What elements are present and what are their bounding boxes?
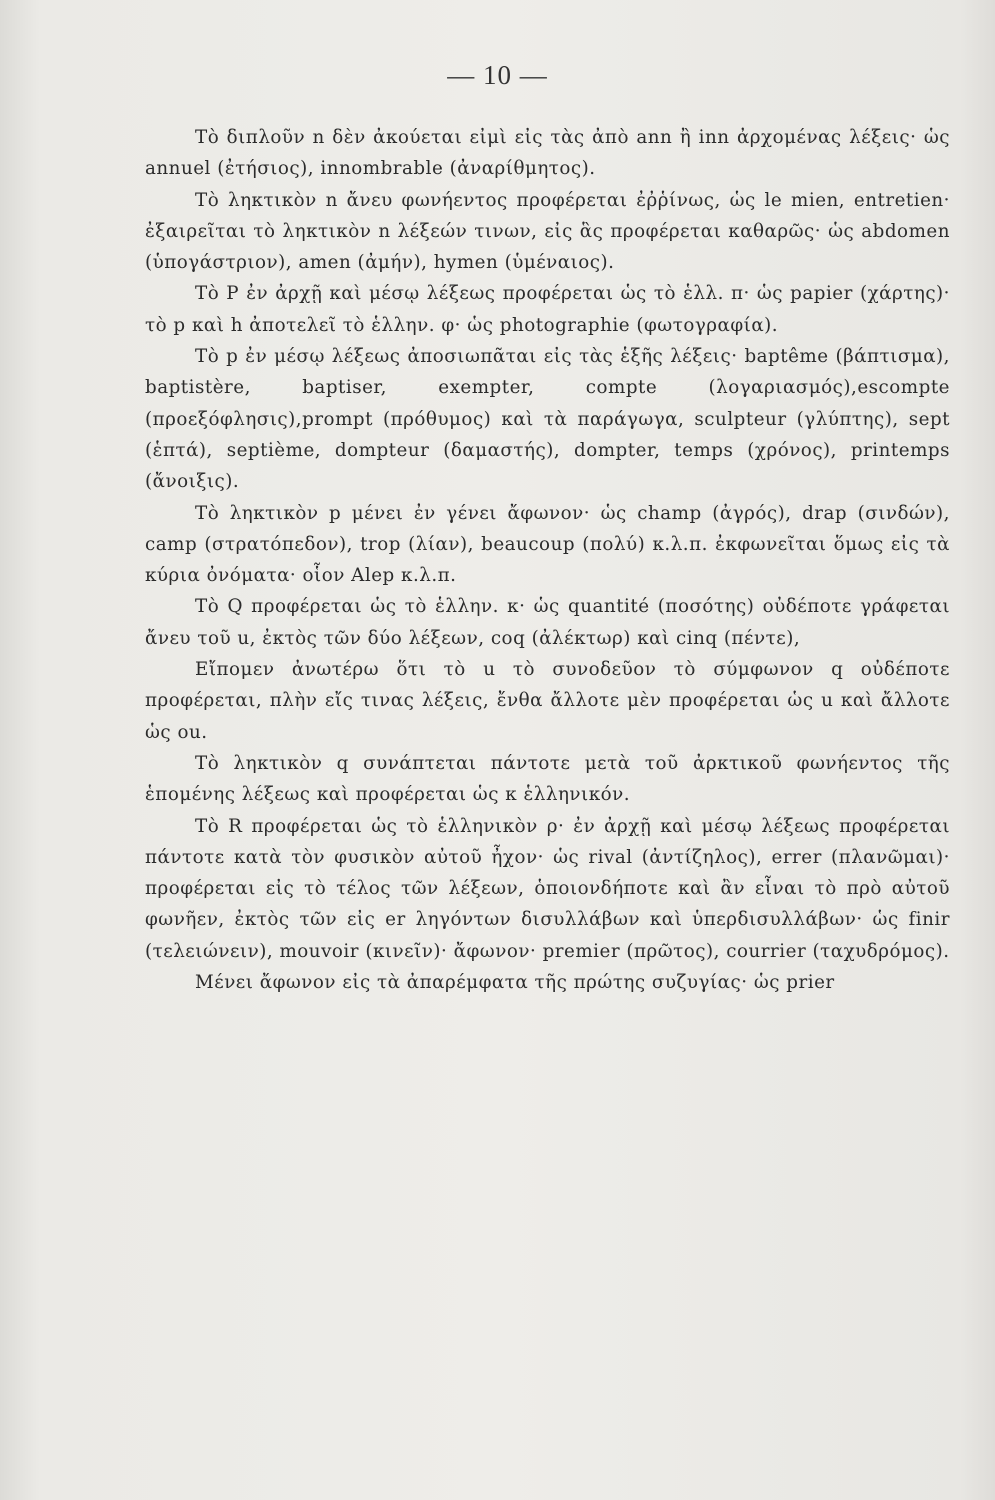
paragraph: Τὸ p ἐν μέσῳ λέξεως ἀποσιωπᾶται εἰς τὰς ἑξῆς λέξεις· baptême (βάπτισμα), baptistère, baptiser, exempter, compte (λογαριασμός),escompte (προεξόφλησις),prompt (πρόθυμος) καὶ τὰ παράγωγα, sculpteur (γλύπτης), sept (ἑπτά), septième, dompteur (δαμαστής), dompter, temps (χρόνος), printemps (ἄνοιξις).: [145, 346, 950, 493]
paragraph: Τὸ διπλοῦν n δὲν ἀκούεται εἰμὶ εἰς τὰς ἀπὸ ann ἢ inn ἀρχομένας λέξεις· ὡς annuel (ἐτήσιος), innombrable (ἀναρίθμητος).: [145, 127, 950, 180]
paragraph: Τὸ ληκτικὸν n ἄνευ φωνήεντος προφέρεται ἐῤῥίνως, ὡς le mien, entretien· ἐξαιρεῖται τὸ ληκτικὸν n λέξεών τινων, εἰς ἃς προφέρεται καθαρῶς· ὡς abdomen (ὑπογάστριον), amen (ἀμήν), hymen (ὑμέναιος).: [145, 189, 950, 274]
paragraph: Τὸ ληκτικὸν p μένει ἐν γένει ἄφωνον· ὡς champ (ἀγρός), drap (σινδών), camp (στρατόπεδον), trop (λίαν), beaucoup (πολύ) κ.λ.π. ἐκφωνεῖται ὅμως εἰς τὰ κύρια ὀνόματα· οἷον Alep κ.λ.π.: [145, 502, 950, 587]
paragraph: Τὸ P ἐν ἀρχῇ καὶ μέσῳ λέξεως προφέρεται ὡς τὸ ἑλλ. π· ὡς papier (χάρτης)· τὸ p καὶ h ἀποτελεῖ τὸ ἑλλην. φ· ὡς photographie (φωτογραφία).: [145, 283, 950, 336]
body-text: [145, 122, 950, 998]
paragraph: Τὸ ληκτικὸν q συνάπτεται πάντοτε μετὰ τοῦ ἀρκτικοῦ φωνήεντος τῆς ἑπομένης λέξεως καὶ προφέρεται ὡς κ ἑλληνικόν.: [145, 752, 950, 806]
paragraph: Τὸ R προφέρεται ὡς τὸ ἑλληνικὸν ρ· ἐν ἀρχῇ καὶ μέσῳ λέξεως προφέρεται πάντοτε κατὰ τὸν φυσικὸν αὐτοῦ ἦχον· ὡς rival (ἀντίζηλος), errer (πλανῶμαι)· προφέρεται εἰς τὸ τέλος τῶν λέξεων, ὁποιονδήποτε καὶ ἂν εἶναι τὸ πρὸ αὐτοῦ φωνῆεν, ἐκτὸς τῶν εἰς er ληγόντων δισυλλάβων καὶ ὑπερδισυλλάβων· ὡς finir (τελειώνειν), mouvoir (κινεῖν)· ἄφωνον· premier (πρῶτος), courrier (ταχυδρόμος).: [145, 815, 950, 962]
page-number: — 10 —: [447, 60, 548, 90]
paragraph: Μένει ἄφωνον εἰς τὰ ἀπαρέμφατα τῆς πρώτης συζυγίας· ὡς prier: [195, 972, 835, 994]
paragraph: Τὸ Q προφέρεται ὡς τὸ ἑλλην. κ· ὡς quantité (ποσότης) οὐδέποτε γράφεται ἄνευ τοῦ u, ἐκτὸς τῶν δύο λέξεων, coq (ἀλέκτωρ) καὶ cinq (πέντε),: [145, 596, 950, 649]
paragraph: Εἴπομεν ἀνωτέρω ὅτι τὸ u τὸ συνοδεῦον τὸ σύμφωνον q οὐδέποτε προφέρεται, πλὴν εἴς τινας λέξεις, ἔνθα ἄλλοτε μὲν προφέρεται ὡς u καὶ ἄλλοτε ὡς ou.: [145, 659, 950, 743]
